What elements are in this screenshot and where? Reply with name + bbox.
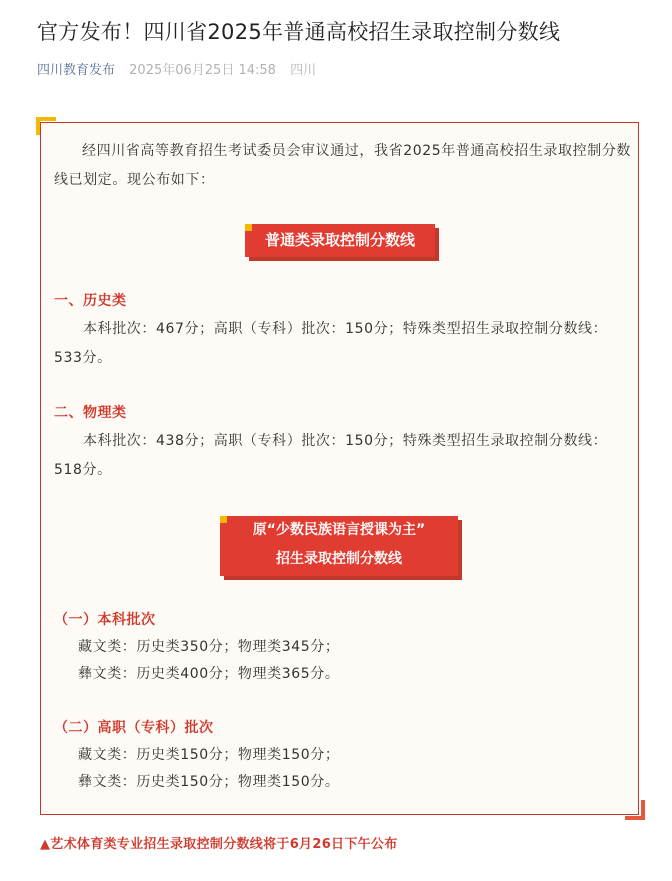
publish-date: 2025年06月25日 14:58 xyxy=(129,63,276,78)
source-account-link[interactable]: 四川教育发布 xyxy=(37,63,116,78)
undergrad-tibetan-line: 藏文类：历史类350分；物理类345分； xyxy=(78,639,340,655)
banner-minority-line2: 招生录取控制分数线 xyxy=(276,551,402,567)
publish-location: 四川 xyxy=(290,63,317,78)
banner-minority-line1: 原“少数民族语言授课为主” xyxy=(252,522,426,538)
banner-corner-accent xyxy=(245,224,252,231)
physics-paragraph: 本科批次：438分；高职（专科）批次：150分；特殊类型招生录取控制分数线：518分。 xyxy=(54,433,608,478)
banner-regular-category xyxy=(245,224,435,257)
art-sports-notice: ▲艺术体育类专业招生录取控制分数线将于6月26日下午公布 xyxy=(40,837,398,852)
undergrad-batch-heading: （一）本科批次 xyxy=(54,612,156,628)
vocational-tibetan-line: 藏文类：历史类150分；物理类150分； xyxy=(78,747,340,763)
banner-corner-accent xyxy=(220,516,227,523)
history-paragraph: 本科批次：467分；高职（专科）批次：150分；特殊类型招生录取控制分数线：533分。 xyxy=(54,321,608,366)
history-heading: 一、历史类 xyxy=(54,293,127,309)
corner-decoration-top-left xyxy=(36,117,56,135)
vocational-batch-heading: （二）高职（专科）批次 xyxy=(54,720,214,736)
undergrad-yi-line: 彝文类：历史类400分；物理类365分。 xyxy=(78,666,340,682)
article-title: 官方发布！四川省2025年普通高校招生录取控制分数线 xyxy=(37,20,561,44)
banner-regular-label: 普通类录取控制分数线 xyxy=(264,231,415,249)
banner-minority-language xyxy=(220,516,458,576)
physics-heading: 二、物理类 xyxy=(54,405,127,421)
vocational-yi-line: 彝文类：历史类150分；物理类150分。 xyxy=(78,774,340,790)
article-meta xyxy=(37,59,316,78)
corner-decoration-bottom-right xyxy=(625,800,645,820)
intro-paragraph: 经四川省高等教育招生考试委员会审议通过，我省2025年普通高校招生录取控制分数线已划定。现公布如下： xyxy=(54,143,632,188)
